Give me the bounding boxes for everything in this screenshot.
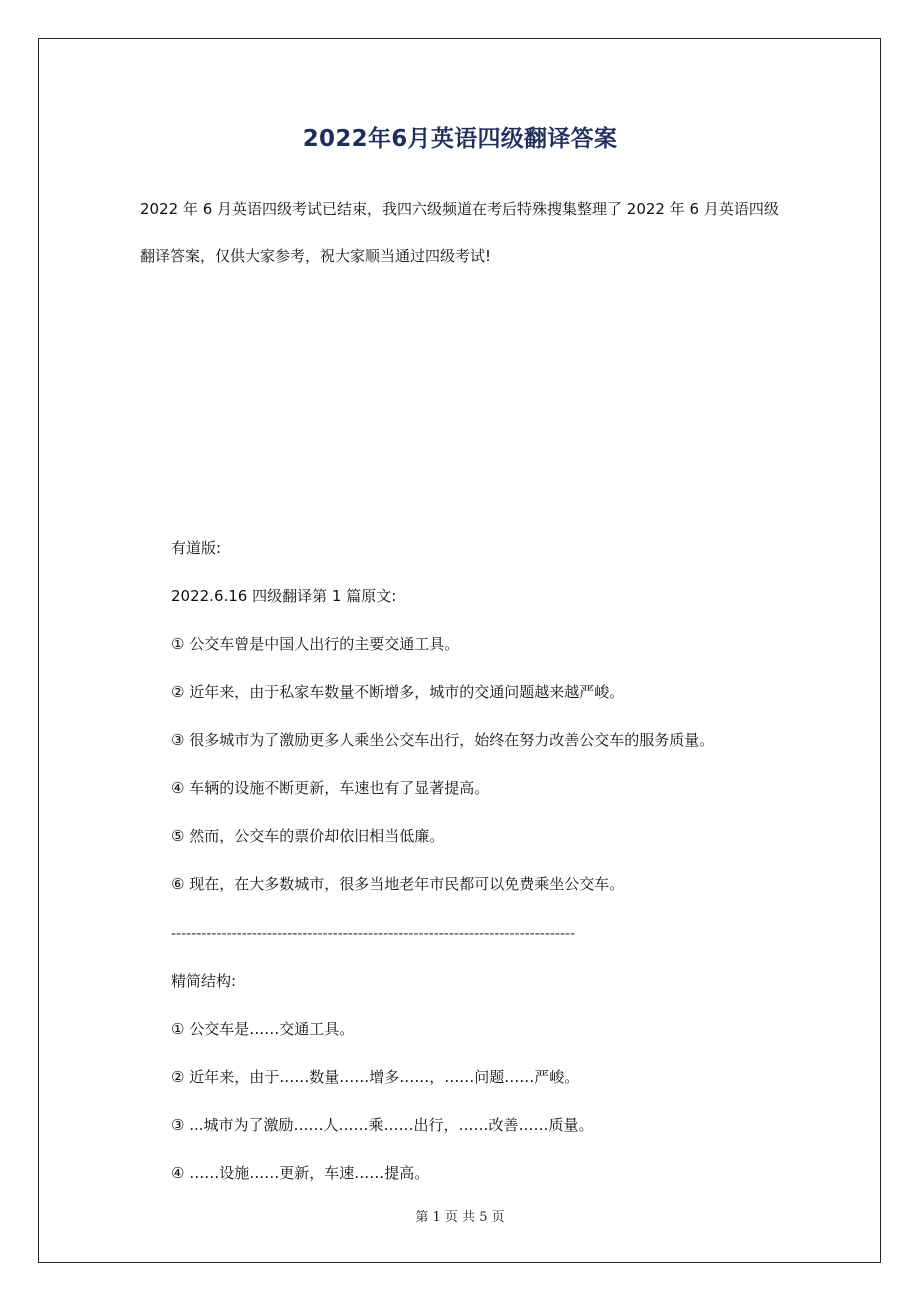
structure-line-3: ③ ...城市为了激励……人……乘……出行，……改善……质量。 bbox=[171, 1116, 594, 1134]
original-sentence-5: ⑤ 然而，公交车的票价却依旧相当低廉。 bbox=[171, 827, 445, 845]
page-number-footer: 第 1 页 共 5 页 bbox=[415, 1210, 505, 1225]
original-sentence-1: ① 公交车曾是中国人出行的主要交通工具。 bbox=[171, 635, 460, 653]
structure-label: 精简结构: bbox=[171, 972, 237, 990]
passage-heading: 2022.6.16 四级翻译第 1 篇原文: bbox=[171, 587, 397, 605]
structure-line-2: ② 近年来，由于……数量……增多……，……问题……严峻。 bbox=[171, 1068, 580, 1086]
structure-line-1: ① 公交车是……交通工具。 bbox=[171, 1020, 355, 1038]
original-sentence-3: ③ 很多城市为了激励更多人乘坐公交车出行，始终在努力改善公交车的服务质量。 bbox=[171, 731, 715, 749]
dashed-separator: -------------------------------------------------------------------------------- bbox=[171, 926, 576, 942]
document-title: 2022年6月英语四级翻译答案 bbox=[302, 126, 618, 152]
original-sentence-4: ④ 车辆的设施不断更新，车速也有了显著提高。 bbox=[171, 779, 490, 797]
structure-line-4: ④ ……设施……更新，车速……提高。 bbox=[171, 1164, 430, 1182]
intro-paragraph-line-2: 翻译答案，仅供大家参考，祝大家顺当通过四级考试! bbox=[140, 247, 492, 265]
original-sentence-2: ② 近年来，由于私家车数量不断增多，城市的交通问题越来越严峻。 bbox=[171, 683, 625, 701]
intro-paragraph-line-1: 2022 年 6 月英语四级考试已结束，我四六级频道在考后特殊搜集整理了 2022 年 6 月英语四级 bbox=[140, 200, 779, 218]
source-label: 有道版: bbox=[171, 539, 222, 557]
original-sentence-6: ⑥ 现在，在大多数城市，很多当地老年市民都可以免费乘坐公交车。 bbox=[171, 875, 625, 893]
